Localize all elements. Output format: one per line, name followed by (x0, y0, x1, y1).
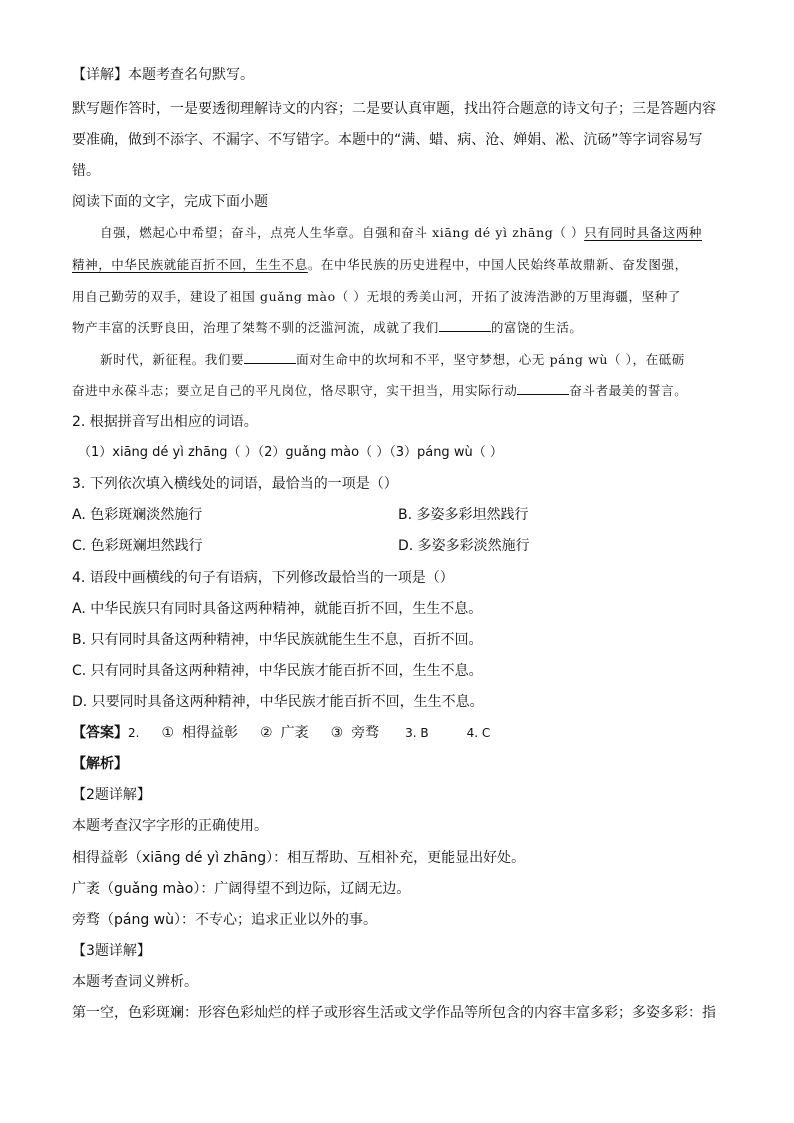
passage-text: 物产丰富的沃野良田，治理了桀骜不驯的泛滥河流，成就了我们 (72, 320, 439, 335)
question-2-title: 2. 根据拼音写出相应的词语。 (72, 414, 258, 430)
passage-text: 奋斗者最美的誓言。 (569, 383, 688, 398)
answer-item-2: 广袤 (280, 725, 309, 741)
answer-label: 【答案】 (72, 725, 128, 741)
q2-detail-intro: 本题考查汉字字形的正确使用。 (72, 818, 268, 834)
passage-text: 奋进中永葆斗志；要立足自己的平凡岗位，恪尽职守，实干担当，用实际行动 (72, 383, 518, 398)
question-3-option-c: C. 色彩斑斓坦然践行 (72, 538, 203, 554)
question-3-option-a: A. 色彩斑斓淡然施行 (72, 507, 203, 523)
answer-number: 2. (128, 726, 140, 740)
passage-text: 新时代，新征程。我们要 (100, 352, 245, 367)
q2-detail-line-2: 广袤（guǎng mào）：广阔得望不到边际，辽阔无边。 (72, 881, 411, 897)
q3-detail-intro: 本题考查词义辨析。 (72, 974, 198, 990)
fill-blank[interactable] (517, 382, 569, 395)
question-4-option-a: A. 中华民族只有同时具备这两种精神，就能百折不回，生生不息。 (72, 601, 483, 617)
reading-intro: 阅读下面的文字，完成下面小题 (72, 194, 268, 210)
question-2-items: （1）xiāng dé yì zhāng（ ）（2）guǎng mào（ ）（3）páng wù（ ） (78, 445, 503, 460)
q2-detail-line-3: 旁骛（páng wù）：不专心；追求正业以外的事。 (72, 912, 377, 928)
q2-detail-header: 【2题详解】 (72, 787, 151, 803)
q2-detail-line-1: 相得益彰（xiāng dé yì zhāng）：相互帮助、互相补充，更能显出好处。 (72, 850, 526, 866)
circled-three: ③ (330, 725, 344, 741)
q3-detail-header: 【3题详解】 (72, 943, 151, 959)
dictation-text-line-2: 要准确，做到不添字、不漏字、不写错字。本题中的“满、蜡、病、沧、婵娟、凇、沆砀”等字词容易写 (72, 132, 703, 148)
underlined-sentence: 精神，中华民族就能百折不回，生生不息 (72, 257, 308, 272)
passage-text: 。在中华民族的历史进程中，中国人民始终革故鼎新、奋发图强， (307, 257, 688, 272)
answer-item-1: 相得益彰 (182, 725, 239, 741)
fill-blank[interactable] (244, 351, 296, 364)
passage-line-6 (72, 382, 687, 400)
passage-text: 的富饶的生活。 (490, 320, 583, 335)
question-4-option-c: C. 只有同时具备这两种精神，中华民族才能百折不回，生生不息。 (72, 663, 483, 679)
passage-line-4 (72, 319, 583, 337)
dictation-text-line-1: 默写题作答时，一是要透彻理解诗文的内容；二是要认真审题，找出符合题意的诗文句子；三是答题内容 (72, 101, 716, 117)
passage-line-5 (100, 351, 685, 369)
question-3-option-b: B. 多姿多彩坦然践行 (398, 507, 529, 523)
analysis-label: 【解析】 (72, 756, 128, 772)
q3-detail-line-1: 第一空，色彩斑斓：形容色彩灿烂的样子或形容生活或文学作品等所包含的内容丰富多彩；多姿多彩：指 (72, 1005, 716, 1021)
question-4-option-b: B. 只有同时具备这两种精神，中华民族就能生生不息，百折不回。 (72, 632, 483, 648)
fill-blank[interactable] (439, 319, 491, 332)
passage-line-2 (72, 256, 688, 274)
question-3-option-d: D. 多姿多彩淡然施行 (398, 538, 530, 554)
passage-line-1 (100, 224, 702, 242)
question-4-title: 4. 语段中画横线的句子有语病，下列修改最恰当的一项是（） (72, 570, 454, 586)
underlined-sentence: 只有同时具备这两种 (584, 225, 703, 240)
passage-text: 自强，燃起心中希望；奋斗，点亮人生华章。自强和奋斗 xiāng dé yì zhāng（ ） (100, 225, 585, 240)
answer-item-3: 旁骛 (351, 725, 380, 741)
detail-header: 【详解】本题考查名句默写。 (72, 67, 254, 83)
answer-q3: 3. B (405, 726, 429, 740)
circled-two: ② (260, 725, 273, 741)
answer-q4: 4. C (466, 726, 491, 740)
dictation-text-line-3: 错。 (72, 163, 100, 179)
question-3-title: 3. 下列依次填入横线处的词语，最恰当的一项是（） (72, 476, 398, 492)
passage-line-3: 用自己勤劳的双手，建设了祖国 guǎng mào（ ）无垠的秀美山河，开拓了波涛浩渺的万里海疆，坚种了 (72, 289, 681, 304)
answer-line (72, 724, 490, 742)
circled-one: ① (161, 725, 175, 741)
question-4-option-d: D. 只要同时具备这两种精神，中华民族才能百折不回，生生不息。 (72, 694, 484, 710)
passage-text: 面对生命中的坎坷和不平，坚守梦想，心无 páng wù（ ），在砥砺 (296, 352, 685, 367)
